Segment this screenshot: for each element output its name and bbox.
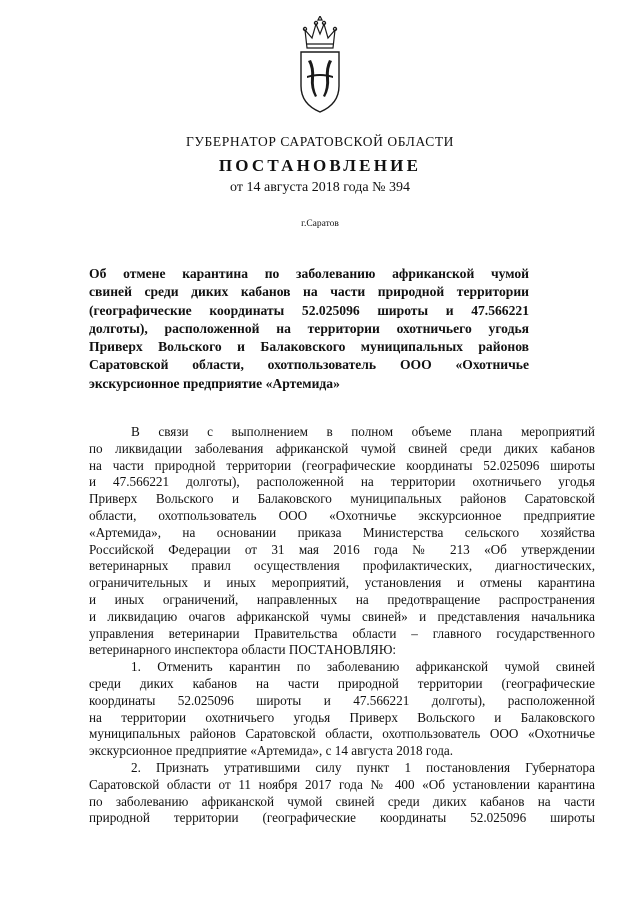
body-line: и 47.566221 долготы), расположенной на территории охотничьего угодья: [89, 474, 595, 490]
body-line: и иных ограничений, направленных на предотвращение распространения: [89, 591, 595, 607]
document-date-number: от 14 августа 2018 года № 394: [230, 180, 410, 195]
body-line: управления ветеринарии Правительства области – главного государственного: [89, 625, 595, 641]
body-line: «Артемида», на основании приказа Министерства сельского хозяйства: [89, 524, 595, 540]
body-line: на территории охотничьего угодья Приверх Вольского и Балаковского: [89, 709, 595, 725]
body-line: координаты 52.025096 широты и 47.566221 долготы), расположенной: [89, 692, 595, 708]
saratov-coat-of-arms-icon: [295, 16, 345, 116]
organization-title: ГУБЕРНАТОР САРАТОВСКОЙ ОБЛАСТИ: [185, 134, 455, 149]
body-line: Российской Федерации от 31 мая 2016 года № 213 «Об утверждении: [89, 541, 595, 557]
body-line: на части природной территории (географические координаты 52.025096 широты: [89, 457, 595, 473]
heading-line: экскурсионное предприятие «Артемида»: [89, 375, 340, 391]
document-heading: [89, 265, 529, 393]
heading-line: (географические координаты 52.025096 широты и 47.566221: [89, 302, 529, 318]
body-line: экскурсионное предприятие «Артемида», с 14 августа 2018 года.: [89, 743, 454, 759]
body-line: ветеринарных правил осуществления профилактических, диагностических,: [89, 558, 595, 574]
body-line: муниципальных районов Саратовской области, охотпользователь ООО «Охотничье: [89, 726, 595, 742]
document-body: [89, 424, 595, 827]
heading-line: Приверх Вольского и Балаковского муниципальных районов: [89, 339, 529, 355]
heading-line: Саратовской области, охотпользователь ООО «Охотничье: [89, 357, 529, 373]
body-line: природной территории (географические координаты 52.025096 широты: [89, 810, 595, 826]
heading-line: свиней среди диких кабанов на части природной территории: [89, 284, 529, 300]
document-city: г.Саратов: [301, 219, 339, 229]
document-type: ПОСТАНОВЛЕНИЕ: [218, 156, 422, 175]
body-line: 1. Отменить карантин по заболеванию африканской чумой свиней: [131, 659, 595, 675]
body-line: по ликвидации заболевания африканской чумой свиней среди диких кабанов: [89, 440, 595, 456]
body-line: ограничительных и иных мероприятий, установления и отмены карантина: [89, 575, 595, 591]
body-line: Приверх Вольского и Балаковского муниципальных районов Саратовской: [89, 491, 595, 507]
body-line: Саратовской области от 11 ноября 2017 года № 400 «Об установлении карантина: [89, 776, 595, 792]
heading-line: долготы), расположенной на территории охотничьего угодья: [89, 320, 529, 336]
body-line: ветеринарного инспектора области ПОСТАНОВЛЯЮ:: [89, 642, 397, 658]
body-line: по заболеванию африканской чумой свиней среди диких кабанов на части: [89, 793, 595, 809]
body-line: 2. Признать утратившими силу пункт 1 постановления Губернатора: [131, 759, 595, 775]
body-line: В связи с выполнением в полном объеме плана мероприятий: [131, 424, 595, 439]
body-line: среди диких кабанов на части природной территории (географические: [89, 675, 595, 691]
body-line: и ликвидацию очагов африканской чумы свиней» и представления начальника: [89, 608, 595, 624]
body-line: области, охотпользователь ООО «Охотничье экскурсионное предприятие: [89, 507, 595, 523]
heading-line: Об отмене карантина по заболеванию африканской чумой: [89, 266, 529, 281]
